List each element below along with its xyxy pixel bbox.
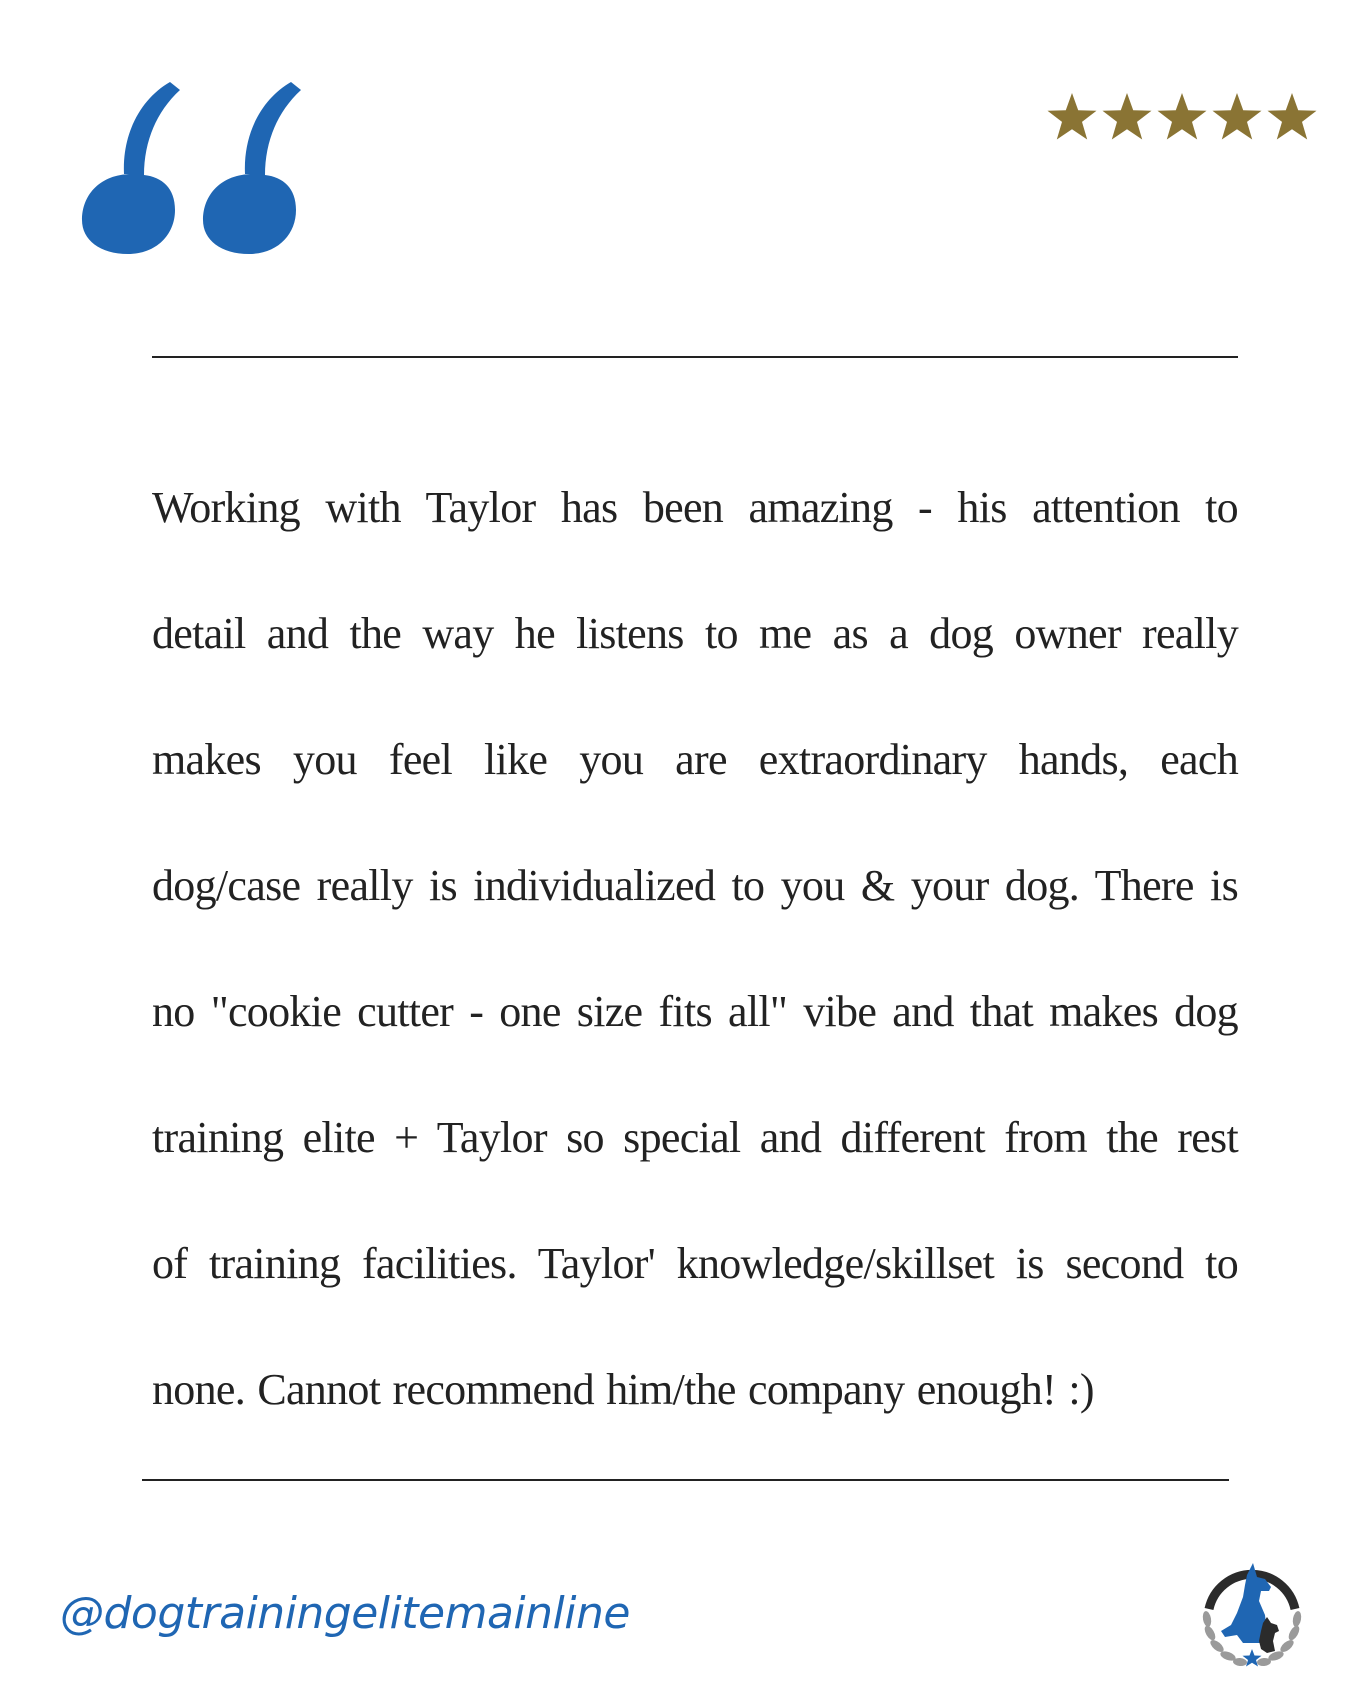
review-line: makes you feel like you are extraordinary hands, each <box>152 735 1238 784</box>
review-line: of training facilities. Taylor' knowledge/skillset is second to <box>152 1239 1238 1288</box>
social-handle: @dogtrainingelitemainline <box>60 1588 630 1639</box>
star-icon <box>1046 92 1098 142</box>
review-line: no "cookie cutter - one size fits all" vibe and that makes dog <box>152 987 1238 1036</box>
review-line: none. Cannot recommend him/the company enough! :) <box>152 1365 1094 1414</box>
top-divider <box>152 356 1238 358</box>
review-line: detail and the way he listens to me as a dog owner really <box>152 609 1238 658</box>
dog-laurel-logo-icon <box>1195 1557 1309 1671</box>
star-icon <box>1101 92 1153 142</box>
review-line: training elite + Taylor so special and different from the rest <box>152 1113 1238 1162</box>
star-icon <box>1156 92 1208 142</box>
open-quote-icon <box>80 82 305 254</box>
star-icon <box>1211 92 1263 142</box>
review-text <box>152 445 1238 1453</box>
star-icon <box>1266 92 1318 142</box>
review-line: dog/case really is individualized to you & your dog. There is <box>152 861 1238 910</box>
bottom-divider <box>142 1479 1229 1481</box>
star-rating <box>1046 92 1318 144</box>
review-line: Working with Taylor has been amazing - his attention to <box>152 483 1238 532</box>
